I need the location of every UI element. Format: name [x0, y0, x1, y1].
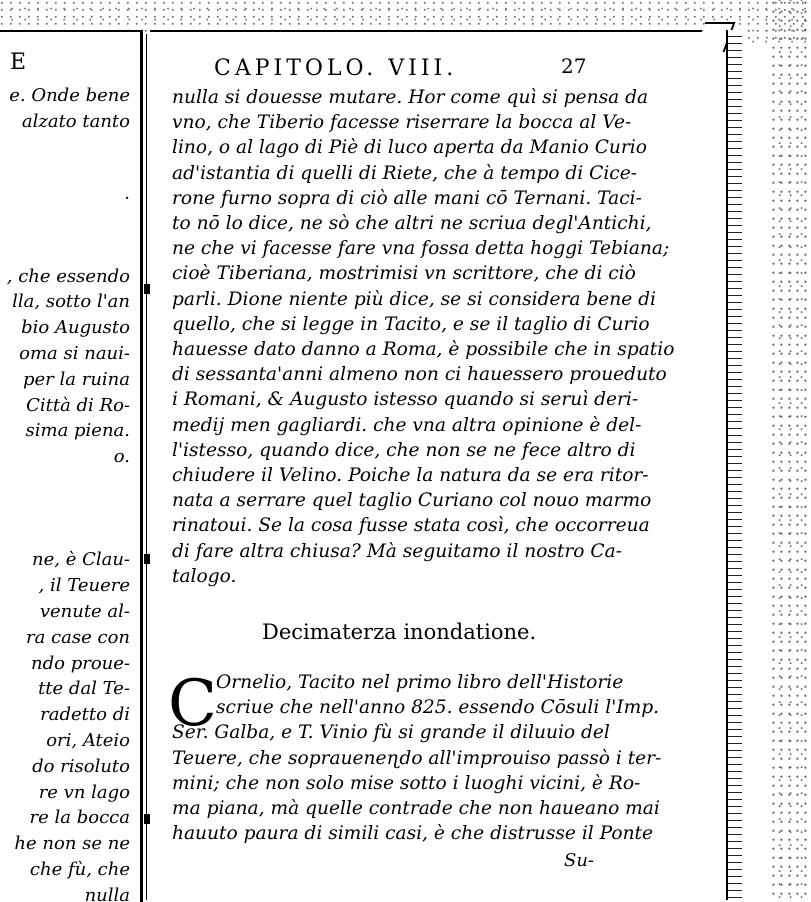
body-text-line: quello, che si legge in Tacito, e se il taglio di Curio: [172, 313, 650, 335]
body-text-line: cioè Tiberiana, mostrimisi vn scrittore, che di ciò: [172, 263, 636, 285]
body-text-line: di sessanta'anni almeno non ci hauessero proueduto: [172, 364, 667, 386]
left-text-line: tte dal Te-: [38, 678, 130, 700]
body-text-line: talogo.: [172, 565, 237, 587]
section-text-line: ma piana, mà quelle contrade che non haueano mai: [172, 798, 660, 819]
left-text-line: alzato tanto: [21, 110, 130, 132]
book-gutter: [140, 34, 150, 900]
left-text-line: ra case con: [26, 626, 130, 648]
body-text-line: to nō lo dice, ne sò che altri ne scriua degl'Antichi,: [172, 213, 652, 234]
chapter-title: CAPITOLO. VIII.: [214, 56, 458, 81]
body-text-line: di fare altra chiusa? Mà seguitamo il nostro Ca-: [172, 540, 623, 562]
section-text-line: hauuto paura di simili casi, è che distrusse il Ponte: [172, 823, 654, 845]
left-text-line: che fù, che: [29, 859, 130, 880]
body-text-line: vno, che Tiberio facesse riserrare la bocca al Ve-: [172, 112, 632, 134]
left-text-line: e. Onde bene: [9, 85, 130, 106]
left-text-line: lla, sotto l'an: [12, 291, 130, 313]
body-text-line: rone furno sopra di ciò alle mani cō Ternani. Taci-: [172, 187, 642, 209]
left-text-line: ori, Ateio: [46, 730, 130, 751]
section-heading: Decimaterza inondatione.: [262, 620, 537, 644]
left-text-line: per la ruina: [23, 368, 130, 390]
body-text-line: ad'istantia di quelli di Riete, che à tempo di Cice-: [172, 162, 637, 184]
left-text-line: nulla: [84, 884, 130, 902]
scan-noise-right: [771, 0, 811, 900]
catchword: Su-: [564, 850, 595, 871]
body-text-line: parli. Dione niente più dice, se si considera bene di: [172, 288, 657, 310]
left-text-line: ne, è Clau-: [32, 549, 130, 571]
left-text-line: venute al-: [39, 601, 130, 622]
section-text-line: Teuere, che sopraueneɳdo all'improuiso passò i ter-: [172, 747, 662, 769]
left-text-line: , il Teuere: [38, 575, 130, 597]
left-text-line: oma si naui-: [19, 343, 130, 364]
drop-cap: C: [168, 667, 217, 741]
left-text-line: ·: [124, 188, 130, 210]
left-text-line: radetto di: [40, 704, 130, 726]
left-text-line: sima piena.: [25, 420, 130, 442]
body-text-line: nata a serrare quel taglio Curiano col nouo marmo: [172, 490, 652, 512]
body-text-line: nulla si douesse mutare. Hor come quì si pensa da: [172, 87, 649, 108]
left-text-line: ndo proue-: [31, 652, 130, 674]
body-text-line: l'istesso, quando dice, che non se ne fece altro di: [172, 439, 636, 461]
left-text-line: , che essendo: [6, 265, 130, 287]
page-edge: [726, 30, 742, 900]
body-text-line: rinatoui. Se la cosa fusse stata così, che occorreua: [172, 515, 650, 537]
left-text-line: do risoluto: [32, 755, 130, 777]
left-text-line: re vn lago: [38, 781, 130, 803]
running-head: [214, 56, 594, 81]
left-text-line: he non se ne: [14, 833, 130, 855]
left-text-line: bio Augusto: [21, 317, 130, 339]
section-text-line: mini; che non solo mise sotto i luoghi vicini, è Ro-: [172, 772, 641, 794]
left-running-head: E: [10, 50, 29, 75]
body-text-line: lino, o al lago di Piè di luco aperta da Manio Curio: [172, 137, 647, 159]
body-text-line: chiudere il Velino. Poiche la natura da se era ritor-: [172, 465, 649, 486]
body-text-line: ne che vi facesse fare vna fossa detta hoggi Tebiana;: [172, 238, 670, 260]
body-text-line: i Romani, & Augusto istesso quando si seruì deri-: [172, 389, 639, 411]
page-number: 27: [561, 54, 587, 78]
section-text-line: Ser. Galba, e T. Vinio fù si grande il diluuio del: [172, 722, 610, 744]
body-text-line: hauesse dato danno a Roma, è possibile che in spatio: [172, 339, 675, 360]
left-text-line: Città di Ro-: [26, 394, 130, 416]
body-text-line: medij men gagliardi. che vna altra opinione è del-: [172, 414, 642, 436]
left-text-line: re la bocca: [29, 807, 130, 829]
section-text-line: Ornelio, Tacito nel primo libro dell'Historie: [216, 672, 624, 693]
left-page: [0, 30, 143, 902]
left-text-line: o.: [113, 446, 130, 468]
section-text-line: scriue che nell'anno 825. essendo Cōsuli l'Imp.: [216, 697, 660, 719]
